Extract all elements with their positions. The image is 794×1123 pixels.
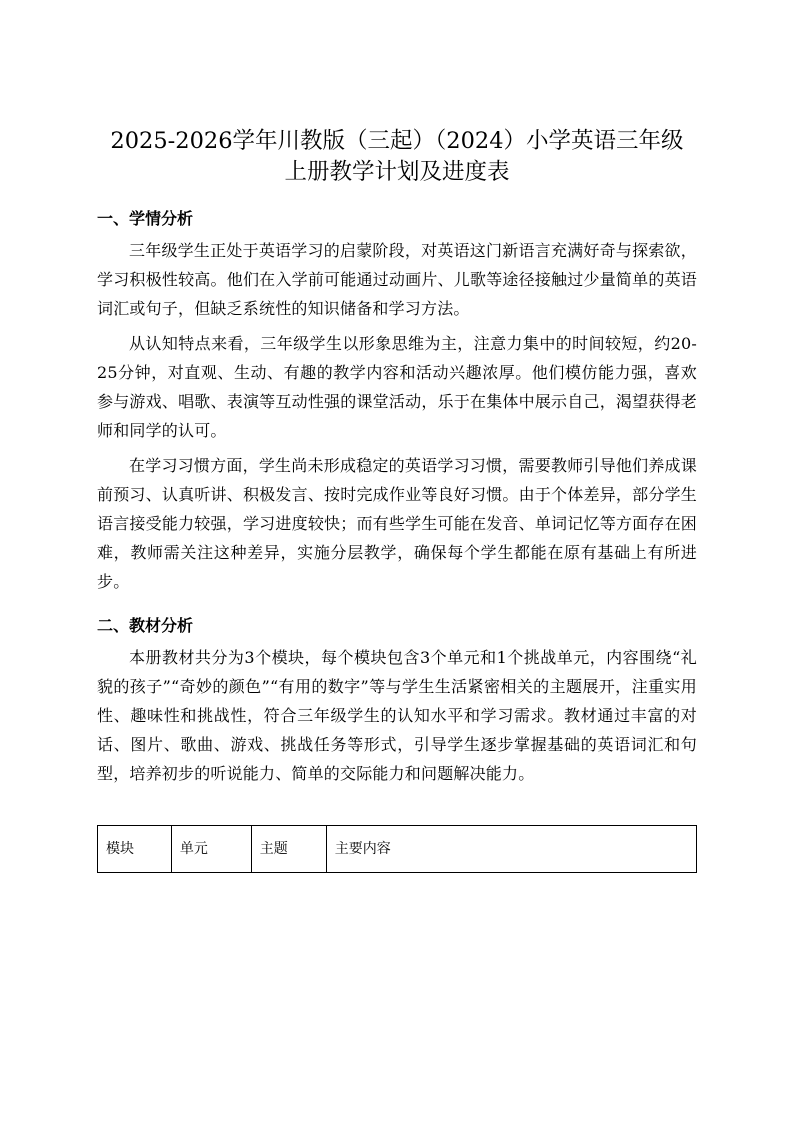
table-header-unit: 单元	[171, 826, 251, 873]
document-title	[97, 126, 697, 188]
document-page	[97, 126, 697, 873]
student-analysis-paragraph-1: 三年级学生正处于英语学习的启蒙阶段，对英语这门新语言充满好奇与探索欲，学习积极性较高。他们在入学前可能通过动画片、儿歌等途径接触过少量简单的英语词汇或句子，但缺乏系统性的知识储备和学习方法。	[97, 241, 697, 318]
title-line-1: 2025-2026学年川教版（三起）（2024）小学英语三年级	[110, 128, 684, 154]
student-analysis-paragraph-3: 在学习习惯方面，学生尚未形成稳定的英语学习习惯，需要教师引导他们养成课前预习、认真听讲、积极发言、按时完成作业等良好习惯。由于个体差异，部分学生语言接受能力较强，学习进度较快；而有些学生可能在发音、单词记忆等方面存在困难，教师需关注这种差异，实施分层教学，确保每个学生都能在原有基础上有所进步。	[97, 456, 697, 591]
student-analysis-paragraph-2: 从认知特点来看，三年级学生以形象思维为主，注意力集中的时间较短，约20-25分钟，对直观、生动、有趣的教学内容和活动兴趣浓厚。他们模仿能力强，喜欢参与游戏、唱歌、表演等互动性强的课堂活动，乐于在集体中展示自己，渴望获得老师和同学的认可。	[97, 334, 697, 440]
table-header-row	[98, 826, 697, 873]
table-header-module: 模块	[98, 826, 172, 873]
section-heading-student-analysis: 一、学情分析	[97, 209, 194, 228]
title-line-2: 上册教学计划及进度表	[284, 159, 510, 185]
textbook-analysis-paragraph-1: 本册教材共分为3个模块，每个模块包含3个单元和1个挑战单元，内容围绕“礼貌的孩子”“奇妙的颜色”“有用的数字”等与学生生活紧密相关的主题展开，注重实用性、趣味性和挑战性，符合三年级学生的认知水平和学习需求。教材通过丰富的对话、图片、歌曲、游戏、挑战任务等形式，引导学生逐步掌握基础的英语词汇和句型，培养初步的听说能力、简单的交际能力和问题解决能力。	[97, 648, 697, 783]
modules-table	[97, 825, 697, 873]
table-header-content: 主要内容	[326, 826, 696, 873]
section-heading-textbook-analysis: 二、教材分析	[97, 616, 194, 635]
table-header-theme: 主题	[251, 826, 326, 873]
